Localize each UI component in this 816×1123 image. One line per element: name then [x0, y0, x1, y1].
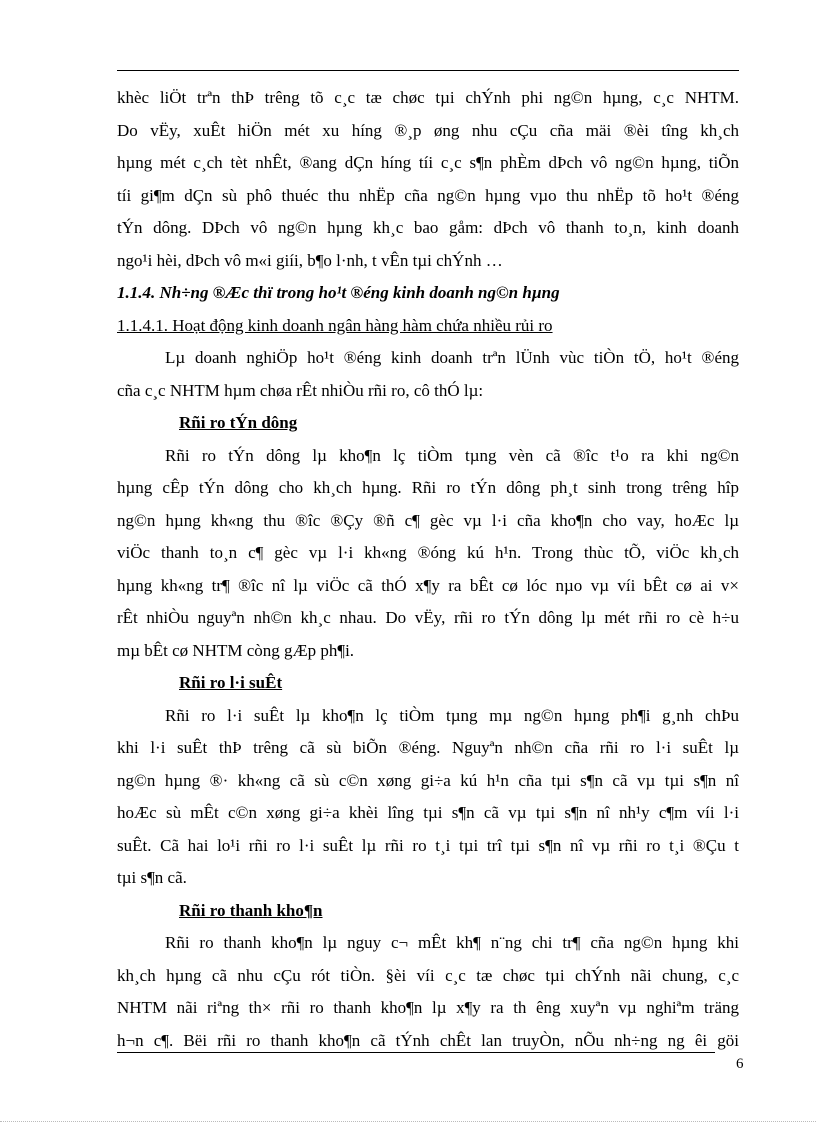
paragraph-line: Do vËy, xuÊt hiÖn mét xu híng ®¸p øng nhu cÇu cña mäi ®èi tîng kh¸ch	[117, 120, 739, 140]
page-number: 6	[736, 1056, 744, 1072]
paragraph-line: Lµ doanh nghiÖp ho¹t ®éng kinh doanh trªn lÜnh vùc tiÒn tÖ, ho¹t ®éng	[165, 348, 739, 367]
paragraph-line: viÖc thanh to¸n c¶ gèc vµ l·i kh«ng ®óng kú h¹n. Trong thùc tÕ, viÖc kh¸ch	[117, 543, 739, 562]
paragraph-line: suÊt. Cã hai lo¹i rñi ro l·i suÊt lµ rñi ro t¸i tµi trî tµi s¶n nî vµ rñi ro t¸i ®Çu t	[117, 835, 739, 855]
section-heading: 1.1.4. Nh÷ng ®Æc thï trong ho¹t ®éng kinh doanh ng©n hµng	[117, 283, 560, 302]
paragraph-line: khi l·i suÊt thÞ trêng cã sù biÕn ®éng. Nguyªn nh©n cña rñi ro l·i suÊt lµ	[117, 738, 739, 757]
paragraph-line: tÝn dông. DÞch vô ng©n hµng kh¸c bao gåm: dÞch vô thanh to¸n, kinh doanh	[117, 218, 739, 237]
paragraph-line: hµng kh«ng tr¶ ®îc nî lµ viÖc cã thÓ x¶y ra bÊt cø lóc nµo vµ víi bÊt cø ai v×	[117, 575, 739, 595]
paragraph-line: h¬n c¶. Bëi rñi ro thanh kho¶n cã tÝnh chÊt lan truyÒn, nÕu nh÷ng ng êi göi	[117, 1030, 739, 1050]
paragraph-line: rÊt nhiÒu nguyªn nh©n kh¸c nhau. Do vËy, rñi ro tÝn dông lµ mét rñi ro cè h÷u	[117, 608, 739, 627]
subsection-heading: 1.1.4.1. Hoạt động kinh doanh ngân hàng hàm chứa nhiều rủi ro	[117, 315, 553, 335]
paragraph-line: cña c¸c NHTM hµm chøa rÊt nhiÒu rñi ro, cô thÓ lµ:	[117, 380, 484, 400]
paragraph-line: khèc liÖt trªn thÞ trêng tõ c¸c tæ chøc tµi chÝnh phi ng©n hµng, c¸c NHTM.	[117, 88, 739, 107]
body-text	[117, 82, 739, 1057]
risk-heading-credit: Rñi ro tÝn dông	[179, 413, 298, 432]
paragraph-line: ng©n hµng ®· kh«ng cã sù c©n xøng gi÷a kú h¹n cña tµi s¶n cã vµ tµi s¶n nî	[117, 770, 739, 790]
paragraph-line: hµng cÊp tÝn dông cho kh¸ch hµng. Rñi ro tÝn dông ph¸t sinh trong trêng hîp	[117, 478, 739, 497]
paragraph-line: tµi s¶n cã.	[117, 868, 187, 887]
paragraph-line: kh¸ch hµng cã nhu cÇu rót tiÒn. §èi víi c¸c tæ chøc tµi chÝnh nãi chung, c¸c	[117, 965, 739, 985]
paragraph-line: Rñi ro tÝn dông lµ kho¶n lç tiÒm tµng vèn cã ®îc t¹o ra khi ng©n	[165, 445, 739, 465]
paragraph-line: hµng mét c¸ch tèt nhÊt, ®ang dÇn híng tíi c¸c s¶n phÈm dÞch vô ng©n hµng, tiÕn	[117, 153, 739, 172]
footer-rule	[117, 1052, 715, 1053]
paragraph-line: ngo¹i hèi, dÞch vô m«i giíi, b¶o l·nh, t vÊn tµi chÝnh …	[117, 250, 503, 270]
header-rule	[117, 70, 739, 71]
page-edge-dotted-line	[0, 1121, 816, 1122]
paragraph-line: ng©n hµng kh«ng thu ®îc ®Çy ®ñ c¶ gèc vµ l·i cña kho¶n cho vay, hoÆc lµ	[117, 510, 739, 530]
paragraph-line: tíi gi¶m dÇn sù phô thuéc thu nhËp cña ng©n hµng vµo thu nhËp tõ ho¹t ®éng	[117, 185, 739, 205]
paragraph-line: hoÆc sù mÊt c©n xøng gi÷a khèi lîng tµi s¶n cã vµ tµi s¶n nî nh¹y c¶m víi l·i	[117, 803, 739, 822]
paragraph-line: NHTM nãi riªng th× rñi ro thanh kho¶n lµ x¶y ra th êng xuyªn vµ nghiªm träng	[117, 998, 739, 1017]
paragraph-line: mµ bÊt cø NHTM còng gÆp ph¶i.	[117, 640, 355, 660]
risk-heading-interest: Rñi ro l·i suÊt	[179, 673, 283, 692]
risk-heading-liquidity: Rñi ro thanh kho¶n	[179, 900, 323, 920]
paragraph-line: Rñi ro l·i suÊt lµ kho¶n lç tiÒm tµng mµ ng©n hµng ph¶i g¸nh chÞu	[165, 705, 739, 725]
paragraph-line: Rñi ro thanh kho¶n lµ nguy c¬ mÊt kh¶ n¨ng chi tr¶ cña ng©n hµng khi	[165, 933, 739, 952]
